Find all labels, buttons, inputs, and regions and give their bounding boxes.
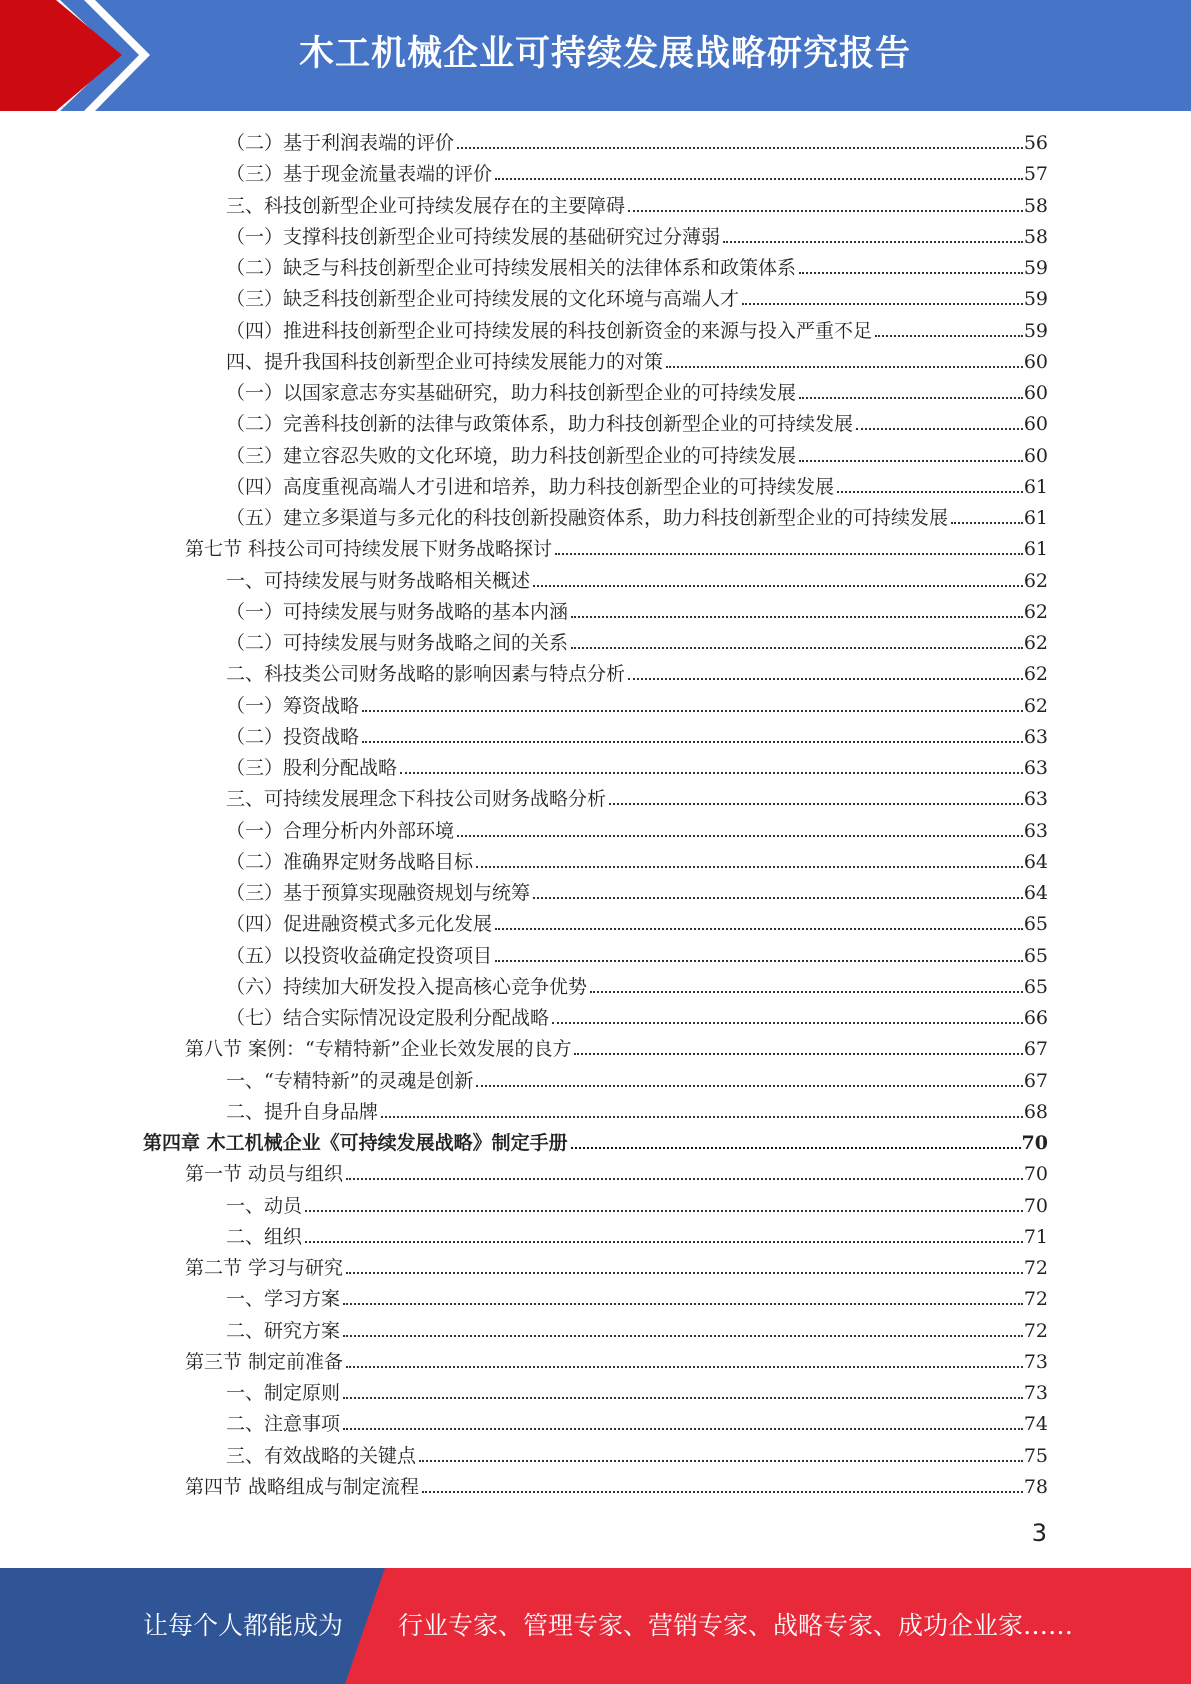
toc-entry-label: （二）基于利润表端的评价 bbox=[226, 132, 455, 154]
toc-subsection-entry[interactable] bbox=[226, 722, 1048, 753]
toc-subsection-entry[interactable] bbox=[226, 1409, 1048, 1440]
toc-entry-label: 三、科技创新型企业可持续发展存在的主要障碍 bbox=[226, 194, 626, 217]
toc-subsection-entry[interactable] bbox=[226, 441, 1048, 472]
toc-entry-label: 第四章 木工机械企业《可持续发展战略》制定手册 bbox=[143, 1132, 568, 1154]
toc-entry-page: 60 bbox=[1023, 350, 1048, 373]
toc-entry-label: （二）完善科技创新的法律与政策体系，助力科技创新型企业的可持续发展 bbox=[226, 413, 854, 436]
toc-dot-leader bbox=[609, 802, 1023, 805]
toc-dot-leader bbox=[422, 1490, 1023, 1493]
toc-entry-page: 70 bbox=[1023, 1163, 1048, 1186]
toc-entry-page: 63 bbox=[1023, 757, 1048, 779]
toc-subsection-entry[interactable] bbox=[226, 159, 1048, 190]
toc-entry-page: 72 bbox=[1023, 1288, 1048, 1311]
toc-entry-page: 63 bbox=[1023, 725, 1048, 748]
toc-entry-page: 60 bbox=[1023, 444, 1048, 467]
toc-entry-label: 一、学习方案 bbox=[226, 1288, 341, 1311]
toc-subsection-entry[interactable] bbox=[226, 566, 1048, 597]
toc-subsection-entry[interactable] bbox=[226, 1191, 1048, 1222]
toc-entry-label: （一）以国家意志夯实基础研究，助力科技创新型企业的可持续发展 bbox=[226, 382, 797, 404]
toc-dot-leader bbox=[305, 1240, 1023, 1243]
toc-entry-page: 63 bbox=[1023, 788, 1048, 811]
toc-subsection-entry[interactable] bbox=[226, 1284, 1048, 1315]
toc-entry-label: （五）建立多渠道与多元化的科技创新投融资体系，助力科技创新型企业的可持续发展 bbox=[226, 507, 949, 529]
toc-subsection-entry[interactable] bbox=[226, 316, 1048, 347]
toc-subsection-entry[interactable] bbox=[226, 128, 1048, 159]
toc-dot-leader bbox=[381, 1115, 1023, 1118]
toc-entry-page: 73 bbox=[1023, 1382, 1048, 1404]
toc-section-entry[interactable] bbox=[185, 1034, 1048, 1065]
toc-subsection-entry[interactable] bbox=[226, 222, 1048, 253]
toc-entry-label: 二、研究方案 bbox=[226, 1319, 341, 1342]
toc-subsection-entry[interactable] bbox=[226, 1316, 1048, 1347]
toc-subsection-entry[interactable] bbox=[226, 753, 1048, 784]
toc-entry-label: 第一节 动员与组织 bbox=[185, 1163, 344, 1186]
toc-entry-label: 一、可持续发展与财务战略相关概述 bbox=[226, 569, 531, 592]
toc-section-entry[interactable] bbox=[185, 1347, 1048, 1378]
header-banner bbox=[0, 0, 1191, 111]
toc-entry-page: 78 bbox=[1023, 1475, 1048, 1498]
toc-subsection-entry[interactable] bbox=[226, 972, 1048, 1003]
report-title: 木工机械企业可持续发展战略研究报告 bbox=[298, 34, 911, 74]
toc-entry-label: 第二节 学习与研究 bbox=[185, 1257, 344, 1279]
toc-dot-leader bbox=[571, 1146, 1021, 1149]
toc-subsection-entry[interactable] bbox=[226, 1441, 1048, 1472]
toc-entry-label: 二、科技类公司财务战略的影响因素与特点分析 bbox=[226, 663, 626, 686]
toc-entry-label: 一、制定原则 bbox=[226, 1382, 341, 1404]
toc-section-entry[interactable] bbox=[185, 534, 1048, 565]
toc-dot-leader bbox=[457, 834, 1023, 837]
toc-dot-leader bbox=[571, 646, 1023, 649]
toc-section-entry[interactable] bbox=[185, 1159, 1048, 1190]
toc-entry-label: 一、“专精特新”的灵魂是创新 bbox=[226, 1069, 474, 1092]
toc-subsection-entry[interactable] bbox=[226, 941, 1048, 972]
toc-entry-page: 62 bbox=[1023, 600, 1048, 623]
toc-dot-leader bbox=[574, 1052, 1022, 1055]
toc-entry-label: （七）结合实际情况设定股利分配战略 bbox=[226, 1007, 550, 1029]
page-number: 3 bbox=[1031, 1519, 1047, 1547]
toc-entry-page: 64 bbox=[1023, 882, 1048, 904]
toc-entry-page: 67 bbox=[1023, 1069, 1048, 1092]
toc-dot-leader bbox=[343, 1427, 1023, 1430]
toc-entry-page: 70 bbox=[1021, 1132, 1048, 1154]
toc-dot-leader bbox=[875, 334, 1023, 337]
toc-entry-label: （四）推进科技创新型企业可持续发展的科技创新资金的来源与投入严重不足 bbox=[226, 319, 873, 342]
toc-dot-leader bbox=[476, 865, 1023, 868]
toc-dot-leader bbox=[419, 1459, 1023, 1462]
toc-section-entry[interactable] bbox=[185, 1472, 1048, 1503]
toc-entry-label: （二）缺乏与科技创新型企业可持续发展相关的法律体系和政策体系 bbox=[226, 257, 797, 279]
toc-subsection-entry[interactable] bbox=[226, 284, 1048, 315]
toc-entry-page: 72 bbox=[1023, 1257, 1048, 1279]
toc-entry-label: 四、提升我国科技创新型企业可持续发展能力的对策 bbox=[226, 350, 664, 373]
toc-dot-leader bbox=[495, 927, 1023, 930]
toc-entry-label: 第四节 战略组成与制定流程 bbox=[185, 1475, 420, 1498]
toc-entry-page: 65 bbox=[1023, 913, 1048, 936]
toc-entry-page: 61 bbox=[1023, 475, 1048, 498]
toc-dot-leader bbox=[628, 677, 1023, 680]
red-arrow-decoration bbox=[0, 0, 160, 111]
toc-dot-leader bbox=[628, 209, 1023, 212]
toc-dot-leader bbox=[343, 1302, 1023, 1305]
toc-dot-leader bbox=[666, 365, 1023, 368]
toc-subsection-entry[interactable] bbox=[226, 347, 1048, 378]
toc-dot-leader bbox=[555, 552, 1023, 555]
toc-dot-leader bbox=[742, 302, 1023, 305]
toc-dot-leader bbox=[343, 1334, 1023, 1337]
toc-entry-page: 75 bbox=[1023, 1444, 1048, 1467]
toc-dot-leader bbox=[495, 959, 1023, 962]
toc-entry-label: 三、有效战略的关键点 bbox=[226, 1444, 417, 1467]
toc-entry-page: 62 bbox=[1023, 694, 1048, 717]
toc-dot-leader bbox=[533, 896, 1023, 899]
toc-dot-leader bbox=[533, 584, 1023, 587]
toc-entry-page: 68 bbox=[1023, 1100, 1048, 1123]
toc-dot-leader bbox=[362, 740, 1023, 743]
toc-dot-leader bbox=[799, 271, 1023, 274]
toc-entry-label: （四）高度重视高端人才引进和培养，助力科技创新型企业的可持续发展 bbox=[226, 475, 835, 498]
toc-subsection-entry[interactable] bbox=[226, 253, 1048, 284]
toc-entry-page: 60 bbox=[1023, 382, 1048, 404]
toc-subsection-entry[interactable] bbox=[226, 503, 1048, 534]
toc-entry-page: 59 bbox=[1023, 288, 1048, 311]
toc-subsection-entry[interactable] bbox=[226, 691, 1048, 722]
toc-entry-page: 62 bbox=[1023, 632, 1048, 654]
toc-chapter-entry[interactable] bbox=[143, 1128, 1048, 1159]
toc-entry-label: 第八节 案例：“专精特新”企业长效发展的良方 bbox=[185, 1038, 572, 1061]
toc-dot-leader bbox=[400, 771, 1023, 774]
toc-entry-label: 二、组织 bbox=[226, 1225, 303, 1248]
toc-subsection-entry[interactable] bbox=[226, 878, 1048, 909]
toc-entry-label: （二）可持续发展与财务战略之间的关系 bbox=[226, 632, 569, 654]
toc-dot-leader bbox=[346, 1365, 1023, 1368]
toc-subsection-entry[interactable] bbox=[226, 1066, 1048, 1097]
toc-dot-leader bbox=[590, 990, 1023, 993]
toc-entry-label: （二）准确界定财务战略目标 bbox=[226, 850, 474, 873]
toc-dot-leader bbox=[476, 1084, 1022, 1087]
toc-dot-leader bbox=[951, 521, 1023, 524]
toc-entry-page: 70 bbox=[1023, 1194, 1048, 1217]
toc-entry-label: （一）合理分析内外部环境 bbox=[226, 819, 455, 842]
toc-entry-label: （四）促进融资模式多元化发展 bbox=[226, 913, 493, 936]
toc-entry-label: 二、提升自身品牌 bbox=[226, 1100, 379, 1123]
toc-entry-page: 59 bbox=[1023, 257, 1048, 279]
toc-subsection-entry[interactable] bbox=[226, 1003, 1048, 1034]
toc-entry-page: 57 bbox=[1023, 163, 1048, 186]
toc-entry-label: （三）基于现金流量表端的评价 bbox=[226, 163, 493, 186]
toc-subsection-entry[interactable] bbox=[226, 659, 1048, 690]
toc-subsection-entry[interactable] bbox=[226, 1097, 1048, 1128]
toc-dot-leader bbox=[799, 396, 1023, 399]
toc-entry-page: 60 bbox=[1023, 413, 1048, 436]
toc-dot-leader bbox=[346, 1177, 1023, 1180]
toc-dot-leader bbox=[343, 1396, 1023, 1399]
toc-entry-label: （一）可持续发展与财务战略的基本内涵 bbox=[226, 600, 569, 623]
toc-subsection-entry[interactable] bbox=[226, 909, 1048, 940]
toc-dot-leader bbox=[856, 427, 1023, 430]
toc-entry-page: 59 bbox=[1023, 319, 1048, 342]
toc-entry-page: 65 bbox=[1023, 944, 1048, 967]
toc-subsection-entry[interactable] bbox=[226, 784, 1048, 815]
toc-entry-page: 64 bbox=[1023, 850, 1048, 873]
toc-dot-leader bbox=[799, 459, 1023, 462]
toc-entry-page: 74 bbox=[1023, 1413, 1048, 1436]
toc-entry-label: 第三节 制定前准备 bbox=[185, 1350, 344, 1373]
toc-section-entry[interactable] bbox=[185, 1253, 1048, 1284]
toc-subsection-entry[interactable] bbox=[226, 816, 1048, 847]
toc-subsection-entry[interactable] bbox=[226, 847, 1048, 878]
toc-subsection-entry[interactable] bbox=[226, 1378, 1048, 1409]
toc-entry-label: （五）以投资收益确定投资项目 bbox=[226, 944, 493, 967]
toc-entry-page: 61 bbox=[1023, 538, 1048, 561]
toc-subsection-entry[interactable] bbox=[226, 597, 1048, 628]
toc-subsection-entry[interactable] bbox=[226, 409, 1048, 440]
toc-entry-label: （二）投资战略 bbox=[226, 725, 360, 748]
toc-entry-label: （六）持续加大研发投入提高核心竞争优势 bbox=[226, 975, 588, 998]
footer-slogan-right: 行业专家、管理专家、营销专家、战略专家、成功企业家…… bbox=[398, 1611, 1074, 1640]
toc-entry-page: 56 bbox=[1023, 132, 1048, 154]
toc-entry-label: （一）筹资战略 bbox=[226, 694, 360, 717]
toc-entry-page: 66 bbox=[1023, 1007, 1048, 1029]
toc-entry-label: （一）支撑科技创新型企业可持续发展的基础研究过分薄弱 bbox=[226, 225, 721, 248]
toc-entry-page: 72 bbox=[1023, 1319, 1048, 1342]
toc-subsection-entry[interactable] bbox=[226, 628, 1048, 659]
toc-dot-leader bbox=[552, 1021, 1023, 1024]
footer-banner bbox=[0, 1568, 1191, 1684]
toc-dot-leader bbox=[457, 146, 1023, 149]
toc-dot-leader bbox=[571, 615, 1023, 618]
toc-entry-page: 62 bbox=[1023, 569, 1048, 592]
toc-entry-label: （三）基于预算实现融资规划与统筹 bbox=[226, 882, 531, 904]
toc-entry-page: 58 bbox=[1023, 194, 1048, 217]
toc-entry-page: 73 bbox=[1023, 1350, 1048, 1373]
toc-subsection-entry[interactable] bbox=[226, 1222, 1048, 1253]
toc-entry-page: 67 bbox=[1023, 1038, 1048, 1061]
toc-entry-label: （三）股利分配战略 bbox=[226, 757, 398, 779]
toc-subsection-entry[interactable] bbox=[226, 472, 1048, 503]
toc-dot-leader bbox=[495, 177, 1023, 180]
toc-entry-label: （三）建立容忍失败的文化环境，助力科技创新型企业的可持续发展 bbox=[226, 444, 797, 467]
toc-entry-label: （三）缺乏科技创新型企业可持续发展的文化环境与高端人才 bbox=[226, 288, 740, 311]
footer-slogan-left: 让每个人都能成为 bbox=[143, 1611, 344, 1640]
toc-entry-label: 三、可持续发展理念下科技公司财务战略分析 bbox=[226, 788, 607, 811]
toc-entry-label: 第七节 科技公司可持续发展下财务战略探讨 bbox=[185, 538, 553, 561]
toc-entry-page: 62 bbox=[1023, 663, 1048, 686]
toc-dot-leader bbox=[837, 490, 1023, 493]
toc-subsection-entry[interactable] bbox=[226, 378, 1048, 409]
toc-dot-leader bbox=[305, 1209, 1023, 1212]
toc-entry-page: 65 bbox=[1023, 975, 1048, 998]
toc-subsection-entry[interactable] bbox=[226, 191, 1048, 222]
toc-dot-leader bbox=[346, 1271, 1023, 1274]
toc-entry-page: 63 bbox=[1023, 819, 1048, 842]
toc-entry-page: 58 bbox=[1023, 225, 1048, 248]
toc-dot-leader bbox=[362, 709, 1023, 712]
toc-entry-label: 二、注意事项 bbox=[226, 1413, 341, 1436]
toc-entry-page: 71 bbox=[1023, 1225, 1048, 1248]
toc-entry-page: 61 bbox=[1023, 507, 1048, 529]
toc-entry-label: 一、动员 bbox=[226, 1194, 303, 1217]
toc-dot-leader bbox=[723, 240, 1023, 243]
